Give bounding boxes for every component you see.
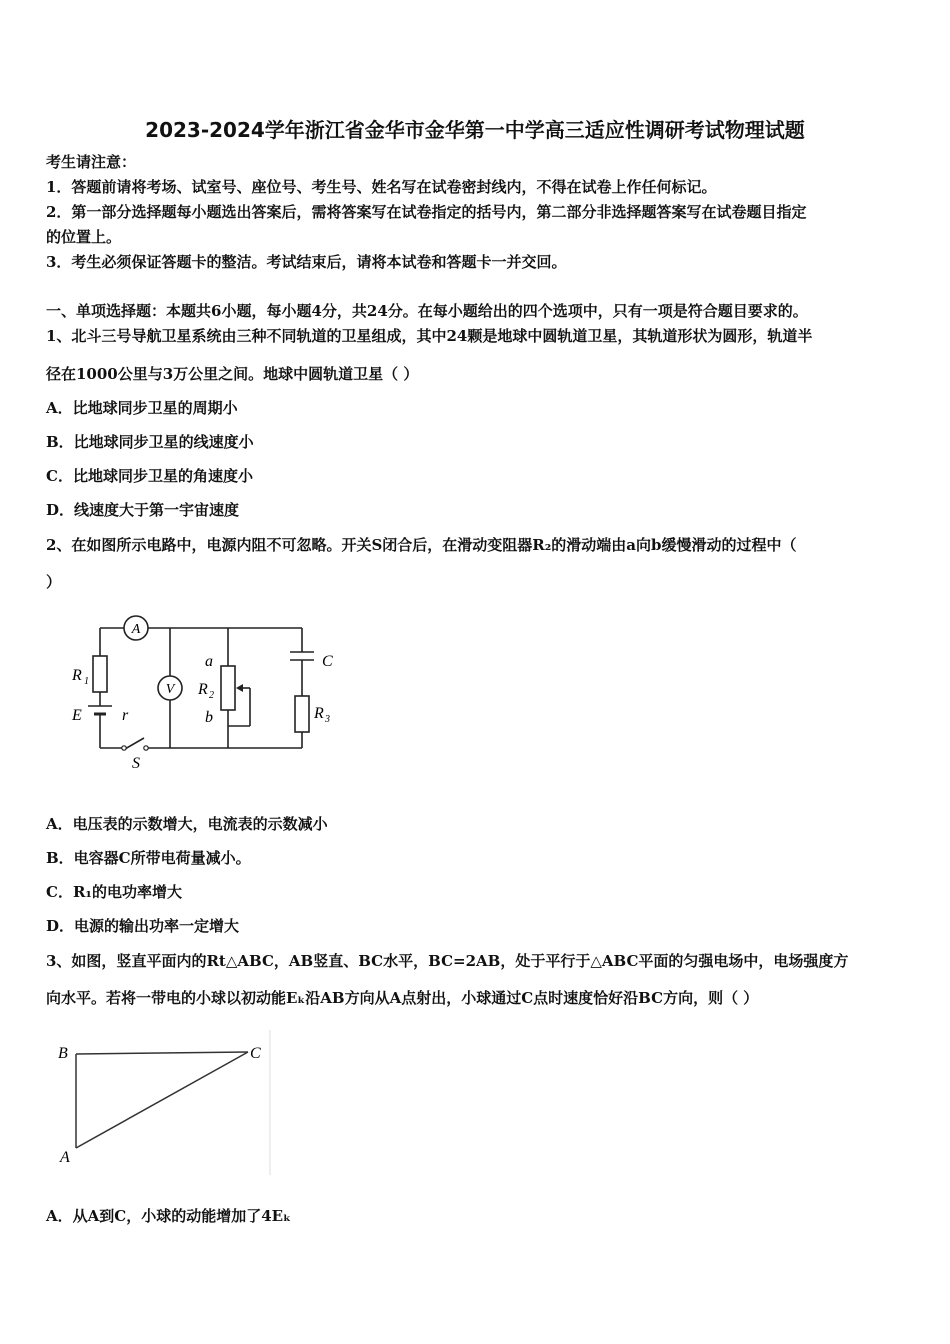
notice-item: 1．答题前请将考场、试室号、座位号、考生号、姓名写在试卷密封线内，不得在试卷上作任何标记。 xyxy=(46,178,717,196)
question-3-stem: 向水平。若将一带电的小球以初动能Eₖ沿AB方向从A点射出，小球通过C点时速度恰好沿BC方向，则（ ） xyxy=(46,989,759,1007)
r3-subscript: 3 xyxy=(325,714,330,725)
question-2-option-a: A．电压表的示数增大，电流表的示数减小 xyxy=(46,815,328,833)
notice-item: 的位置上。 xyxy=(46,228,122,246)
notice-item: 2．第一部分选择题每小题选出答案后，需将答案写在试卷指定的括号内，第二部分非选择题答案写在试卷题目指定 xyxy=(46,203,807,221)
terminal-a-label: a xyxy=(205,653,213,670)
question-1-option-d: D．线速度大于第一宇宙速度 xyxy=(46,501,240,519)
section-heading: 一、单项选择题：本题共6小题，每小题4分，共24分。在每小题给出的四个选项中，只有一项是符合题目要求的。 xyxy=(46,302,808,320)
triangle-diagram xyxy=(50,1030,280,1175)
question-2-option-b: B．电容器C所带电荷量减小。 xyxy=(46,849,251,867)
vertex-a-label: A xyxy=(60,1149,70,1166)
ammeter-label: A xyxy=(131,622,141,637)
question-1-option-c: C．比地球同步卫星的角速度小 xyxy=(46,467,253,485)
question-1-option-a: A．比地球同步卫星的周期小 xyxy=(46,399,238,417)
switch-label: S xyxy=(132,755,140,772)
question-3-option-a: A．从A到C，小球的动能增加了4Eₖ xyxy=(46,1207,291,1225)
question-1-option-b: B．比地球同步卫星的线速度小 xyxy=(46,433,254,451)
circuit-diagram xyxy=(60,608,350,778)
r2-subscript: 2 xyxy=(209,690,214,701)
capacitor-label: C xyxy=(322,653,333,670)
question-2-stem: ） xyxy=(46,573,62,591)
question-1-stem: 1、北斗三号导航卫星系统由三种不同轨道的卫星组成，其中24颗是地球中圆轨道卫星，其轨道形状为圆形，轨道半 xyxy=(46,327,813,345)
page-title: 2023-2024学年浙江省金华市金华第一中学高三适应性调研考试物理试题 xyxy=(145,118,805,142)
r1-label: R xyxy=(72,667,82,684)
question-1-stem: 径在1000公里与3万公里之间。地球中圆轨道卫星（ ） xyxy=(46,365,419,383)
question-3-stem: 3、如图，竖直平面内的Rt△ABC，AB竖直、BC水平，BC=2AB，处于平行于△ABC平面的匀强电场中，电场强度方 xyxy=(46,952,849,970)
notice-item: 3．考生必须保证答题卡的整洁。考试结束后，请将本试卷和答题卡一并交回。 xyxy=(46,253,567,271)
internal-resistance-label: r xyxy=(122,707,129,724)
r2-label: R xyxy=(198,681,208,698)
r3-label: R xyxy=(314,705,324,722)
question-2-option-d: D．电源的输出功率一定增大 xyxy=(46,917,240,935)
question-2-stem: 2、在如图所示电路中，电源内阻不可忽略。开关S闭合后，在滑动变阻器R₂的滑动端由a向b缓慢滑动的过程中（ xyxy=(46,536,797,554)
terminal-b-label: b xyxy=(205,709,213,726)
voltmeter-label: V xyxy=(165,682,175,697)
question-2-option-c: C．R₁的电功率增大 xyxy=(46,883,182,901)
vertex-b-label: B xyxy=(58,1045,68,1062)
notice-heading: 考生请注意： xyxy=(46,153,137,171)
emf-label: E xyxy=(72,707,82,724)
vertex-c-label: C xyxy=(250,1045,261,1062)
r1-subscript: 1 xyxy=(84,676,89,687)
